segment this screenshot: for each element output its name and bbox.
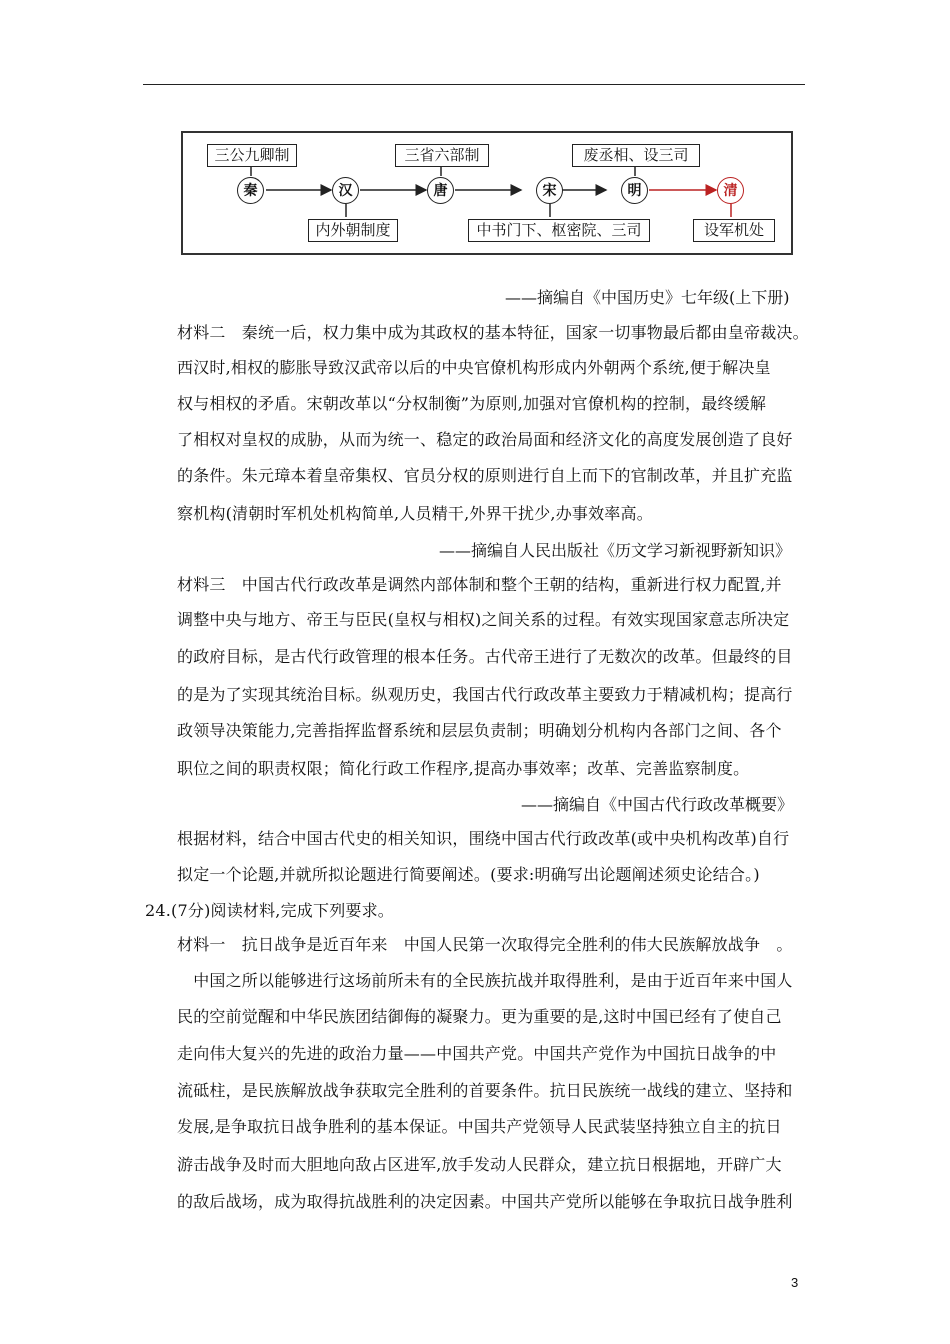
material3-line: 材料三 中国古代行政改革是调然内部体制和整个王朝的结构，重新进行权力配置,并 — [177, 575, 782, 594]
q24-material1-line: 民的空前觉醒和中华民族团结御侮的凝聚力。更为重要的是,这时中国已经有了使自己 — [177, 1007, 782, 1026]
q24-material1-line: 发展,是争取抗日战争胜利的基本保证。中国共产党领导人民武装坚持独立自主的抗日 — [177, 1117, 782, 1136]
question-line: 拟定一个论题,并就所拟论题进行简要阐述。(要求:明确写出论题阐述须史论结合。) — [177, 865, 760, 884]
material2-line: 了相权对皇权的成胁，从而为统一、稳定的政治局面和经济文化的高度发展创造了良好 — [177, 430, 793, 449]
header-rule — [143, 84, 805, 85]
material2-line: 西汉时,相权的膨胀导致汉武帝以后的中央官僚机构形成内外朝两个系统,便于解决皇 — [177, 358, 771, 377]
material3-line: 的政府目标，是古代行政管理的根本任务。古代帝王进行了无数次的改革。但最终的目 — [177, 647, 793, 666]
q24-material1-line: 材料一 抗日战争是近百年来 中国人民第一次取得完全胜利的伟大民族解放战争 。 — [177, 935, 793, 954]
page-number: 3 — [791, 1275, 799, 1290]
q24-material1-line: 游击战争及时而大胆地向敌占区进军,放手发动人民群众，建立抗日根据地，开辟广大 — [177, 1155, 782, 1174]
q24-material1-line: 的敌后战场，成为取得抗战胜利的决定因素。中国共产党所以能够在争取抗日战争胜利 — [177, 1192, 793, 1211]
material2-line: 的条件。朱元璋本着皇帝集权、官员分权的原则进行自上而下的官制改革，并且扩充监 — [177, 466, 793, 485]
material2-line: 材料二 秦统一后，权力集中成为其政权的基本特征，国家一切事物最后都由皇帝裁决。 — [177, 323, 809, 342]
q24-header: 24.(7分)阅读材料,完成下列要求。 — [145, 901, 394, 920]
q24-material1-line: 中国之所以能够进行这场前所未有的全民族抗战并取得胜利，是由于近百年来中国人 — [177, 971, 793, 990]
question-line: 根据材料，结合中国古代史的相关知识，围绕中国古代行政改革(或中央机构改革)自行 — [177, 829, 790, 848]
box-zhongshu-menxia: 中书门下、枢密院、三司 — [468, 219, 650, 242]
material3-line: 职位之间的职责权限；简化行政工作程序,提高办事效率；改革、完善监察制度。 — [177, 759, 750, 778]
dynasty-song: 宋 — [536, 177, 563, 204]
material2-line: 权与相权的矛盾。宋朝改革以“分权制衡”为原则,加强对官僚机构的控制，最终缓解 — [177, 394, 767, 413]
box-junjichu: 设军机处 — [693, 219, 775, 242]
dynasty-qing: 清 — [717, 177, 744, 204]
source-citation-2: ——摘编自人民出版社《历文学习新视野新知识》 — [439, 541, 792, 560]
box-sansheng-liubu: 三省六部制 — [395, 144, 489, 167]
box-neiwaichao: 内外朝制度 — [308, 219, 398, 242]
material3-line: 的是为了实现其统治目标。纵观历史，我国古代行政改革主要致力于精减机构；提高行 — [177, 685, 793, 704]
source-citation-3: ——摘编自《中国古代行政改革概要》 — [521, 795, 794, 814]
dynasty-qin: 秦 — [237, 177, 264, 204]
q24-material1-line: 走向伟大复兴的先进的政治力量——中国共产党。中国共产党作为中国抗日战争的中 — [177, 1044, 777, 1063]
dynasty-ming: 明 — [621, 177, 648, 204]
source-citation-1: ——摘编自《中国历史》七年级(上下册) — [505, 288, 790, 307]
material2-line: 察机构(清朝时军机处机构简单,人员精干,外界干扰少,办事效率高。 — [177, 504, 653, 523]
box-fei-chengxiang: 废丞相、设三司 — [572, 144, 700, 167]
dynasty-han: 汉 — [332, 177, 359, 204]
material3-line: 调整中央与地方、帝王与臣民(皇权与相权)之间关系的过程。有效实现国家意志所决定 — [177, 610, 790, 629]
q24-material1-line: 流砥柱，是民族解放战争获取完全胜利的首要条件。抗日民族统一战线的建立、坚持和 — [177, 1081, 793, 1100]
box-sangong-jiuqing: 三公九卿制 — [207, 144, 297, 167]
material3-line: 政领导决策能力,完善指挥监督系统和层层负责制；明确划分机构内各部门之间、各个 — [177, 721, 782, 740]
dynasty-tang: 唐 — [427, 177, 454, 204]
dynasty-diagram — [181, 131, 793, 255]
